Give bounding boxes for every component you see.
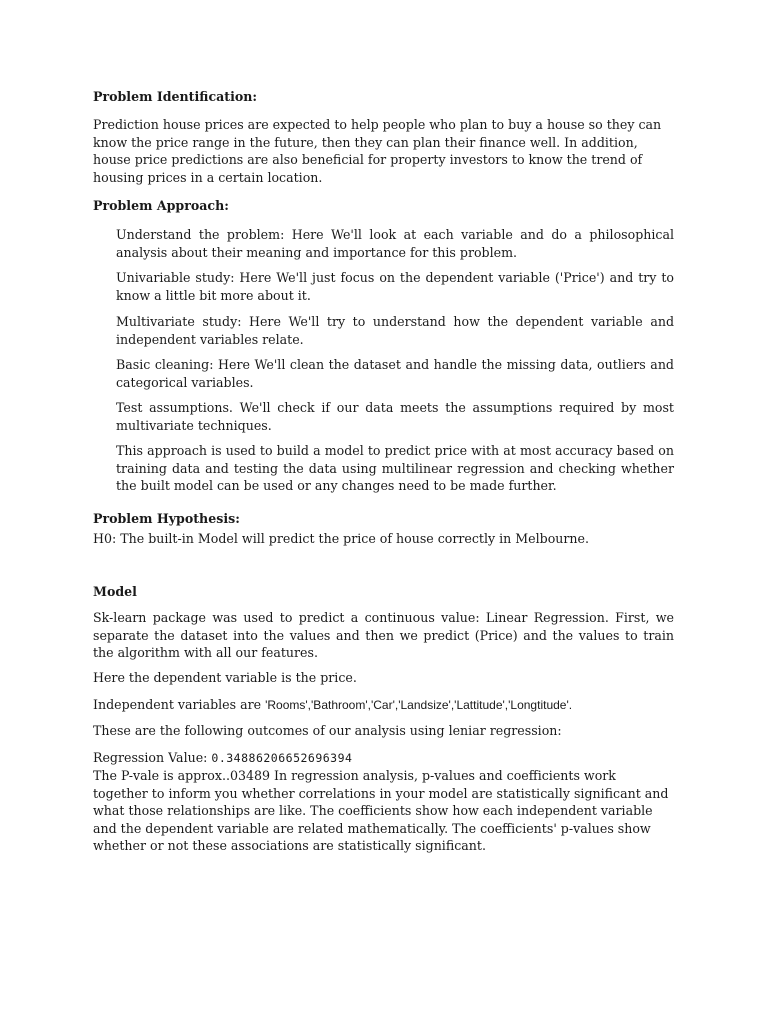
independent-variables-text [93, 696, 674, 715]
approach-step-cleaning: Basic cleaning: Here We'll clean the dataset and handle the missing data, outliers and categorical variables. [116, 357, 674, 390]
approach-summary: This approach is used to build a model to predict price with at most accuracy based on training data and testing the data using multilinear regression and checking whether the built model can be used or any changes need to be made further. [116, 443, 674, 493]
hypothesis-text: H0: The built-in Model will predict the price of house correctly in Melbourne. [93, 531, 589, 546]
p-value-text: The P-vale is approx..03489 In regression analysis, p-values and coefficients work together to inform you whether correlations in your model are statistically significant and what those relationships are like. The coefficients show how each independent variable and the dependent variable are related mathematically. The coefficients' p-values show whether or not these associations are statistically significant. [93, 768, 669, 853]
regression-value: 0.34886206652696394 [211, 751, 353, 765]
problem-approach-heading: Problem Approach: [93, 198, 229, 213]
approach-step-univariable: Univariable study: Here We'll just focus on the dependent variable ('Price') and try to know a little bit more about it. [116, 270, 674, 303]
regression-value-label: Regression Value: [93, 750, 212, 765]
problem-identification-heading: Problem Identification: [93, 89, 258, 104]
problem-identification-text: Prediction house prices are expected to help people who plan to buy a house so they can know the price range in the future, then they can plan their finance well. In addition, house price predictions are also beneficial for property investors to know the trend of housing prices in a certain location. [93, 117, 662, 185]
regression-value-line [93, 749, 674, 768]
dependent-variable-text: Here the dependent variable is the price. [93, 670, 357, 685]
model-heading: Model [93, 584, 137, 599]
problem-hypothesis-heading: Problem Hypothesis: [93, 511, 240, 526]
independent-variables-list: 'Rooms','Bathroom','Car','Landsize','Lattitude','Longtitude'. [265, 698, 573, 712]
approach-step-assumptions: Test assumptions. We'll check if our data meets the assumptions required by most multivariate techniques. [116, 400, 674, 433]
outcomes-text: These are the following outcomes of our analysis using leniar regression: [93, 723, 562, 738]
approach-step-multivariate: Multivariate study: Here We'll try to understand how the dependent variable and independent variables relate. [116, 314, 674, 347]
independent-variables-prefix: Independent variables are [93, 697, 266, 712]
approach-step-understand: Understand the problem: Here We'll look at each variable and do a philosophical analysis about their meaning and importance for this problem. [116, 227, 674, 260]
model-intro-text: Sk-learn package was used to predict a continuous value: Linear Regression. First, we separate the dataset into the values and then we predict (Price) and the values to train the algorithm with all our features. [93, 610, 674, 660]
